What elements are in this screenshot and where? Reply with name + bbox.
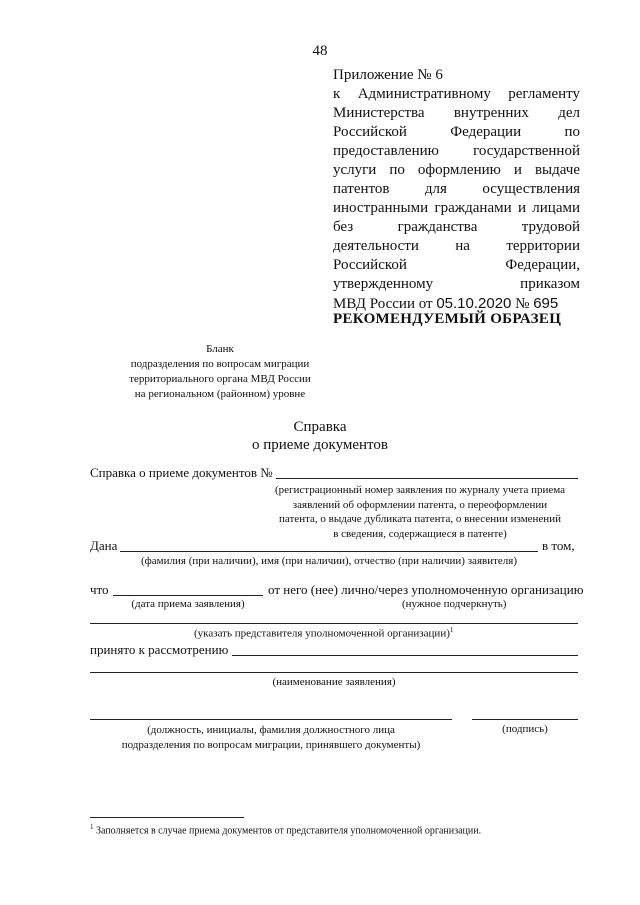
appendix-line: к Административному регламенту (333, 86, 580, 102)
appendix-line: иностранными гражданами и лицами (333, 200, 580, 216)
document-title (0, 418, 640, 454)
hint-line: патента, о выдаче дубликата патента, о внесении изменений (279, 513, 561, 525)
order-number-label: № (515, 296, 530, 312)
accepted-label: принято к рассмотрению (90, 642, 229, 657)
official-field[interactable] (90, 719, 452, 720)
representative-hint (194, 626, 453, 640)
footnote (90, 823, 481, 836)
appendix-order-prefix: МВД России от (333, 296, 433, 312)
appendix-line: Российской Федерации по (333, 124, 580, 140)
title-line2: о приеме документов (252, 437, 388, 453)
footnote-ref: 1 (449, 626, 454, 634)
hint-line: в сведения, содержащиеся в патенте) (333, 527, 507, 540)
application-name-field[interactable] (90, 672, 578, 673)
fio-hint: (фамилия (при наличии), имя (при наличии), отчество (при наличии) заявителя) (141, 555, 517, 567)
appendix-line: Российской Федерации, (333, 257, 580, 273)
appendix-line: услуги по оформлению и выдаче (333, 162, 580, 178)
order-date: 05.10.2020 (436, 295, 512, 312)
accepted-field[interactable] (232, 655, 578, 656)
appendix-line: патентов для осуществления (333, 181, 580, 197)
appendix-line: Приложение № 6 (333, 67, 443, 83)
spravka-number-field[interactable] (276, 478, 578, 479)
underline-hint: (нужное подчеркнуть) (402, 598, 507, 610)
appendix-line: Министерства внутренних дел (333, 105, 580, 121)
blank-line: на региональном (районном) уровне (134, 388, 306, 400)
spravka-number-label: Справка о приеме документов № (90, 465, 273, 480)
v-tom-label: в том, (542, 538, 575, 553)
hint-line: подразделения по вопросам миграции, принявшего документы) (121, 739, 421, 751)
appendix-line: предоставлению государственной (333, 143, 580, 159)
appendix-line: без гражданства трудовой (333, 219, 580, 235)
chto-label: что (90, 582, 109, 597)
application-name-hint: (наименование заявления) (272, 676, 396, 688)
title-line1: Справка (293, 419, 347, 435)
blank-line: территориального органа МВД России (129, 373, 311, 385)
footnote-mark: 1 (90, 823, 94, 831)
blank-line: Бланк (206, 343, 234, 355)
appendix-line: деятельности на территории (333, 238, 580, 254)
hint-line: (должность, инициалы, фамилия должностного лица (147, 724, 395, 736)
order-number: 695 (533, 295, 559, 312)
receipt-date-field[interactable] (113, 595, 263, 596)
dana-label: Дана (90, 538, 118, 553)
representative-field[interactable] (90, 623, 578, 624)
blank-header (90, 342, 350, 402)
official-hint (90, 723, 452, 753)
registration-number-hint (262, 483, 578, 541)
hint-line: заявлений об оформлении патента, о переоформлении (292, 498, 548, 511)
footnote-text: Заполняется в случае приема документов от представителя уполномоченной организации. (96, 825, 482, 837)
recommended-sample-heading: РЕКОМЕНДУЕМЫЙ ОБРАЗЕЦ (333, 311, 562, 327)
signature-hint: (подпись) (502, 723, 548, 735)
appendix-header (333, 66, 580, 313)
footnote-separator (90, 817, 244, 818)
date-hint: (дата приема заявления) (131, 598, 245, 610)
appendix-line: утвержденному приказом (333, 276, 580, 292)
applicant-name-field[interactable] (120, 551, 538, 552)
hint-line: (регистрационный номер заявления по журналу учета приема (274, 484, 566, 496)
blank-line: подразделения по вопросам миграции (130, 358, 310, 370)
page-number: 48 (312, 43, 328, 59)
representative-hint-text: (указать представителя уполномоченной организации) (194, 627, 450, 640)
signature-field[interactable] (472, 719, 578, 720)
submission-mode-text[interactable]: от него (нее) лично/через уполномоченную организацию (268, 582, 584, 597)
